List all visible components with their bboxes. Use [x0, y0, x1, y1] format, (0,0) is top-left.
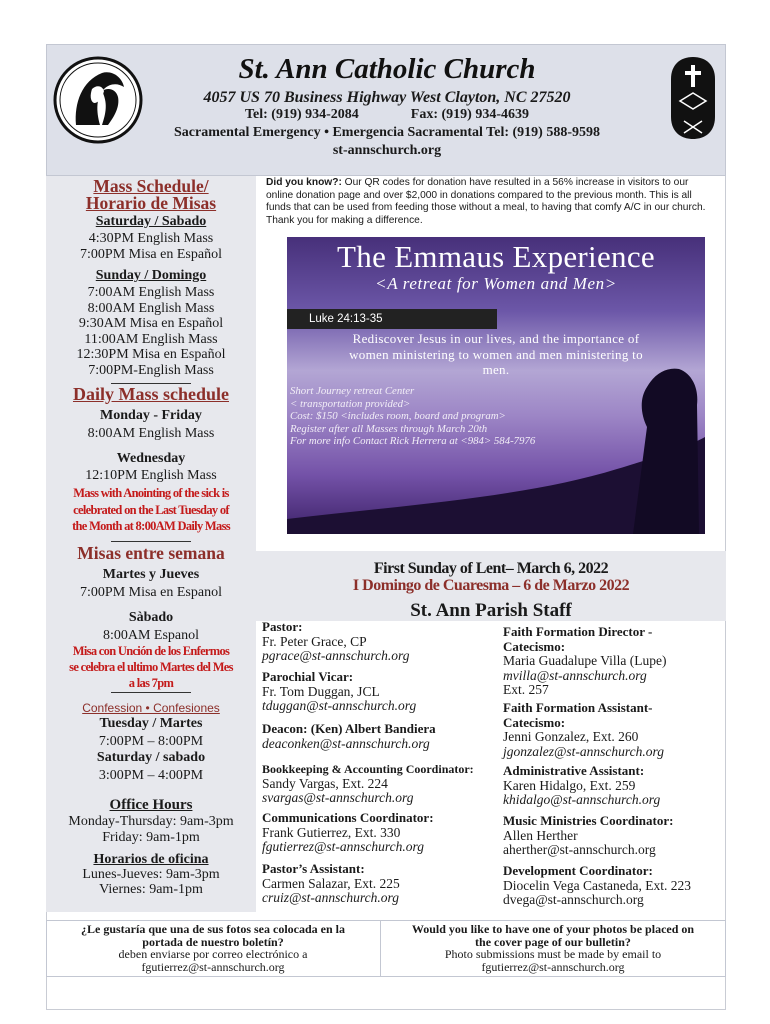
sabado-mass: 8:00AM Espanol — [102, 628, 200, 643]
staff-name: Fr. Tom Duggan, JCL — [262, 683, 380, 699]
staff-name: Sandy Vargas, Ext. 224 — [262, 775, 388, 791]
staff-name: Diocelin Vega Castaneda, Ext. 223 — [503, 877, 691, 893]
uncion-note-2: se celebra el ultimo Martes del Mes — [69, 660, 233, 674]
staff-role: Communications Coordinator: — [262, 810, 434, 825]
staff-email[interactable]: jgonzalez@st-annschurch.org — [503, 743, 665, 759]
staff-email[interactable]: khidalgo@st-annschurch.org — [503, 792, 661, 807]
retreat-subtitle: <A retreat for Women and Men> — [375, 274, 617, 293]
photo-request-en-line: Photo submissions must be made by email to — [444, 947, 662, 961]
photo-request-es-email[interactable]: fgutierrez@st-annschurch.org — [141, 959, 285, 974]
staff-name: Maria Guadalupe Villa (Lupe) — [503, 653, 667, 668]
staff-communications — [262, 811, 434, 855]
website-link[interactable]: st-annschurch.org — [332, 143, 442, 158]
staff-name: Jenni Gonzalez, Ext. 260 — [503, 729, 639, 744]
weekday-mass: 8:00AM English Mass — [87, 426, 215, 441]
staff-email[interactable]: cruiz@st-annschurch.org — [262, 890, 400, 905]
phone-line — [47, 107, 727, 123]
retreat-description-line: women ministering to women and men ministering to — [349, 346, 643, 362]
church-address: 4057 US 70 Business Highway West Clayton, NC 27520 — [203, 89, 571, 106]
staff-role: Faith Formation Assistant- — [503, 700, 653, 715]
staff-role-2: Catecismo: — [503, 638, 566, 654]
office-hours-title-es: Horarios de oficina — [93, 852, 209, 867]
staff-email[interactable]: dvega@st-annschurch.org — [503, 892, 644, 907]
staff-role: Pastor: — [262, 619, 303, 634]
sunday-mass-3: 9:30AM Misa en Español — [78, 316, 224, 331]
retreat-description — [287, 331, 705, 378]
retreat-detail-line: Cost: $150 <includes room, board and program> — [290, 410, 506, 423]
photo-request-en — [384, 923, 722, 973]
staff-name: Fr. Peter Grace, CP — [262, 633, 367, 649]
staff-administrative-assistant — [503, 764, 660, 808]
staff-music-ministries — [503, 814, 673, 858]
daily-mass-title: Daily Mass schedule — [72, 384, 229, 404]
sunday-heading: Sunday / Domingo — [95, 268, 207, 283]
staff-email[interactable]: fgutierrez@st-annschurch.org — [262, 839, 425, 854]
retreat-title: The Emmaus Experience — [337, 239, 655, 274]
anointing-note-2: celebrated on the Last Tuesday of — [73, 502, 229, 517]
staff-parochial-vicar — [262, 670, 416, 714]
did-you-know-lead: Did you know?: — [266, 177, 342, 188]
saturday-mass-1: 4:30PM English Mass — [88, 231, 214, 246]
did-you-know-text: Our QR codes for donation have resulted in a 56% increase in visitors to our online donation page and over $2,000 in donations compared to the previous month. This is all funds that can be used from feeding those without a meal, to having that comfy A/C in our church. Thank you for making a difference. — [266, 177, 706, 227]
martes-jueves-mass: 7:00PM Misa en Espanol — [80, 585, 222, 600]
office-hours-vie: Viernes: 9am-1pm — [99, 882, 203, 897]
liturgical-date-es: I Domingo de Cuaresma – 6 de Marzo 2022 — [352, 577, 630, 594]
staff-email[interactable]: svargas@st-annschurch.org — [262, 790, 414, 805]
wednesday-mass: 12:10PM English Mass — [85, 468, 217, 483]
staff-role: Music Ministries Coordinator: — [503, 813, 674, 828]
sunday-mass-6: 7:00PM-English Mass — [88, 362, 214, 378]
photo-request-es-line: ¿Le gustaría que una de sus fotos sea colocada en la — [80, 922, 346, 936]
retreat-detail-line: Short Journey retreat Center — [290, 385, 415, 397]
uncion-note-1: Misa con Unción de los Enfermos — [72, 644, 230, 658]
office-hours-mon-thu: Monday-Thursday: 9am-3pm — [68, 814, 234, 829]
uncion-note-3: a las 7pm — [128, 676, 174, 690]
saturday-heading: Saturday / Sabado — [95, 214, 207, 229]
staff-extension: Ext. 257 — [503, 682, 549, 697]
retreat-details — [290, 385, 650, 448]
confession-saturday-heading: Saturday / sabado — [96, 750, 206, 765]
weekday-heading: Monday - Friday — [100, 408, 202, 423]
photo-request-es — [50, 923, 376, 973]
emergency-line: Sacramental Emergency • Emergencia Sacramental Tel: (919) 588-9598 — [174, 125, 600, 140]
staff-faith-formation-director — [503, 625, 667, 698]
office-hours-fri: Friday: 9am-1pm — [102, 830, 200, 845]
staff-email[interactable]: mvilla@st-annschurch.org — [503, 667, 647, 683]
photo-request-es-line: deben enviarse por correo electrónico a — [118, 947, 308, 961]
staff-name: Allen Herther — [503, 827, 578, 843]
sunday-mass-2: 8:00AM English Mass — [87, 300, 215, 316]
staff-development — [503, 864, 691, 908]
staff-email[interactable]: deaconken@st-annschurch.org — [262, 735, 430, 751]
sunday-mass-5: 12:30PM Misa en Español — [76, 347, 226, 362]
misas-title: Misas entre semana — [77, 543, 225, 563]
photo-request-en-email[interactable]: fgutierrez@st-annschurch.org — [481, 959, 625, 974]
did-you-know-note — [266, 177, 706, 228]
fax-number: Fax: (919) 934-4639 — [410, 107, 529, 122]
retreat-description-line: men. — [482, 362, 510, 377]
liturgical-date-en: First Sunday of Lent– March 6, 2022 — [373, 560, 609, 577]
staff-deacon — [262, 722, 436, 751]
scripture-reference: Luke 24:13-35 — [309, 313, 383, 325]
martes-jueves-heading: Martes y Jueves — [102, 567, 200, 582]
retreat-detail-line: Register after all Masses through March 20th — [290, 422, 488, 435]
staff-role: Bookkeeping & Accounting Coordinator: — [262, 762, 474, 776]
staff-role: Faith Formation Director - — [503, 624, 653, 639]
photo-request-en-line: Would you like to have one of your photos be placed on — [411, 922, 695, 936]
staff-faith-formation-assistant — [503, 701, 664, 759]
divider — [380, 920, 381, 977]
staff-name: Carmen Salazar, Ext. 225 — [262, 875, 400, 891]
schedule-sidebar — [46, 176, 256, 912]
divider — [111, 692, 191, 693]
confession-saturday-time: 3:00PM – 4:00PM — [98, 768, 204, 783]
staff-email[interactable]: aherther@st-annschurch.org — [503, 842, 656, 857]
header-banner — [46, 44, 726, 176]
staff-email[interactable]: tduggan@st-annschurch.org — [262, 698, 417, 713]
saturday-mass-2: 7:00PM Misa en Español — [80, 246, 222, 262]
photo-request-en-line: the cover page of our bulletin? — [475, 934, 631, 949]
staff-role: Pastor’s Assistant: — [262, 861, 365, 876]
staff-title: St. Ann Parish Staff — [256, 601, 726, 621]
sunday-mass-4: 11:00AM English Mass — [84, 331, 218, 347]
staff-name: Frank Gutierrez, Ext. 330 — [262, 824, 401, 840]
confession-tuesday-time: 7:00PM – 8:00PM — [98, 734, 204, 749]
liturgical-date-banner — [256, 551, 726, 601]
sabado-heading: Sàbado — [128, 610, 174, 625]
mass-schedule-title: Mass Schedule/ — [93, 176, 209, 196]
staff-pastor — [262, 620, 410, 664]
divider — [111, 541, 191, 542]
staff-role: Parochial Vicar: — [262, 669, 354, 684]
photo-request-es-line: portada de nuestro boletín? — [142, 934, 284, 949]
staff-role: Administrative Assistant: — [503, 763, 645, 778]
sunday-mass-1: 7:00AM English Mass — [87, 285, 215, 300]
office-hours-title: Office Hours — [109, 797, 193, 813]
staff-name: Karen Hidalgo, Ext. 259 — [503, 777, 636, 793]
confession-tuesday-heading: Tuesday / Martes — [99, 716, 203, 731]
staff-email[interactable]: pgrace@st-annschurch.org — [262, 648, 410, 663]
confession-title: Confession • Confesiones — [82, 701, 220, 715]
staff-role-2: Catecismo: — [503, 714, 566, 730]
retreat-detail-line: < transportation provided> — [290, 397, 411, 410]
anointing-note-3: the Month at 8:00AM Daily Mass — [72, 519, 230, 533]
staff-role: Development Coordinator: — [503, 863, 653, 878]
church-title: St. Ann Catholic Church — [238, 53, 536, 85]
retreat-detail-line: For more info Contact Rick Herrera at <984> 584-7976 — [290, 435, 536, 448]
wednesday-heading: Wednesday — [116, 451, 186, 466]
tel-number: Tel: (919) 934-2084 — [244, 107, 359, 122]
office-hours-lun-jue: Lunes-Jueves: 9am-3pm — [82, 867, 220, 882]
anointing-note-1: Mass with Anointing of the sick is — [73, 486, 229, 500]
retreat-description-line: Rediscover Jesus in our lives, and the importance of — [352, 331, 640, 346]
staff-role: Deacon: (Ken) Albert Bandiera — [262, 721, 436, 736]
staff-pastor-assistant — [262, 862, 400, 906]
emmaus-retreat-flyer — [287, 237, 705, 534]
staff-bookkeeping — [262, 762, 474, 806]
mass-schedule-title-es: Horario de Misas — [85, 193, 217, 213]
